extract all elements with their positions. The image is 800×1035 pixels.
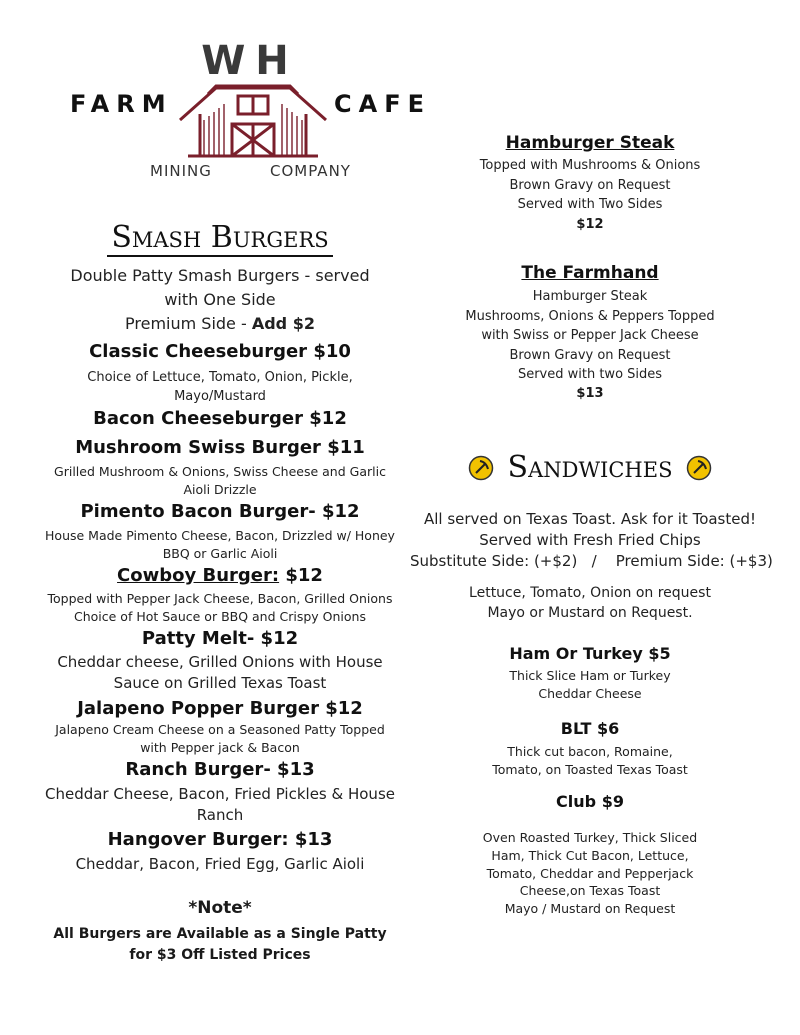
- cowboy-burger-desc: Topped with Pepper Jack Cheese, Bacon, Grilled Onions Choice of Hot Sauce or BBQ and Crispy Onions: [47, 591, 393, 624]
- logo-initials: WH: [201, 38, 299, 84]
- hangover-burger-title: Hangover Burger: $13: [107, 829, 333, 850]
- ranch-burger-title: Ranch Burger- $13: [125, 759, 315, 780]
- jalapeno-popper-title: Jalapeno Popper Burger $12: [77, 698, 363, 719]
- sandwiches-intro: All served on Texas Toast. Ask for it Toasted! Served with Fresh Fried Chips Substitute Side: (+$2) / Premium Side: (+$3): [410, 510, 773, 570]
- bacon-cheeseburger-title: Bacon Cheeseburger $12: [93, 408, 347, 429]
- pickaxe-icon: [468, 455, 494, 481]
- sandwiches-options: Lettuce, Tomato, Onion on request Mayo or Mustard on Request.: [469, 585, 711, 621]
- logo-farm-word: FARM: [70, 90, 173, 118]
- ranch-burger-desc: Cheddar Cheese, Bacon, Fried Pickles & House Ranch: [44, 785, 395, 824]
- classic-cheeseburger-desc: Choice of Lettuce, Tomato, Onion, Pickle, Mayo/Mustard: [87, 370, 353, 404]
- ham-turkey-desc: Thick Slice Ham or Turkey Cheddar Cheese: [509, 668, 671, 701]
- logo-cafe-word: CAFE: [334, 90, 431, 118]
- smash-intro: Double Patty Smash Burgers - served with One Side Premium Side - Add $2: [70, 266, 370, 333]
- hamburger-steak-desc: Topped with Mushrooms & Onions Brown Gravy on Request Served with Two Sides: [479, 158, 701, 212]
- sandwiches-title: Sandwiches: [507, 450, 673, 485]
- mushroom-swiss-desc: Grilled Mushroom & Onions, Swiss Cheese and Garlic Aioli Drizzle: [54, 464, 386, 497]
- note-title: *Note*: [188, 898, 252, 918]
- patty-melt-title: Patty Melt- $12: [141, 628, 299, 649]
- ham-turkey-title: Ham Or Turkey $5: [509, 644, 671, 663]
- logo-mining-word: MINING: [150, 162, 212, 180]
- cowboy-burger-title: Cowboy Burger: $12: [117, 565, 323, 586]
- farmhand-price: $13: [576, 386, 604, 401]
- pimento-bacon-title: Pimento Bacon Burger- $12: [80, 501, 360, 522]
- blt-title: BLT $6: [560, 719, 620, 738]
- mushroom-swiss-title: Mushroom Swiss Burger $11: [75, 437, 365, 458]
- club-title: Club $9: [556, 792, 624, 811]
- hangover-burger-desc: Cheddar, Bacon, Fried Egg, Garlic Aioli: [75, 855, 365, 873]
- note-body: All Burgers are Available as a Single Patty for $3 Off Listed Prices: [53, 926, 387, 963]
- farmhand-desc: Hamburger Steak Mushrooms, Onions & Peppers Topped with Swiss or Pepper Jack Cheese Brown Gravy on Request Served with two Sides: [465, 289, 715, 382]
- hamburger-steak-price: $12: [576, 217, 604, 232]
- logo-company-word: COMPANY: [270, 162, 351, 180]
- pickaxe-icon: [686, 455, 712, 481]
- jalapeno-popper-desc: Jalapeno Cream Cheese on a Seasoned Patty Topped with Pepper jack & Bacon: [55, 722, 385, 755]
- pimento-bacon-desc: House Made Pimento Cheese, Bacon, Drizzled w/ Honey BBQ or Garlic Aioli: [45, 528, 395, 561]
- barn-icon: [178, 80, 328, 158]
- club-desc: Oven Roasted Turkey, Thick Sliced Ham, Thick Cut Bacon, Lettuce, Tomato, Cheddar and Pepperjack Cheese,on Texas Toast Mayo / Mustard on Request: [482, 830, 698, 917]
- smash-burgers-title: Smash Burgers: [20, 220, 420, 257]
- classic-cheeseburger-title: Classic Cheeseburger $10: [89, 341, 351, 362]
- sandwiches-header: [410, 450, 770, 485]
- logo: [60, 38, 440, 188]
- patty-melt-desc: Cheddar cheese, Grilled Onions with House Sauce on Grilled Texas Toast: [57, 653, 383, 692]
- blt-desc: Thick cut bacon, Romaine, Tomato, on Toasted Texas Toast: [492, 744, 688, 777]
- farmhand-title: The Farmhand: [521, 263, 659, 283]
- hamburger-steak-title: Hamburger Steak: [505, 133, 675, 153]
